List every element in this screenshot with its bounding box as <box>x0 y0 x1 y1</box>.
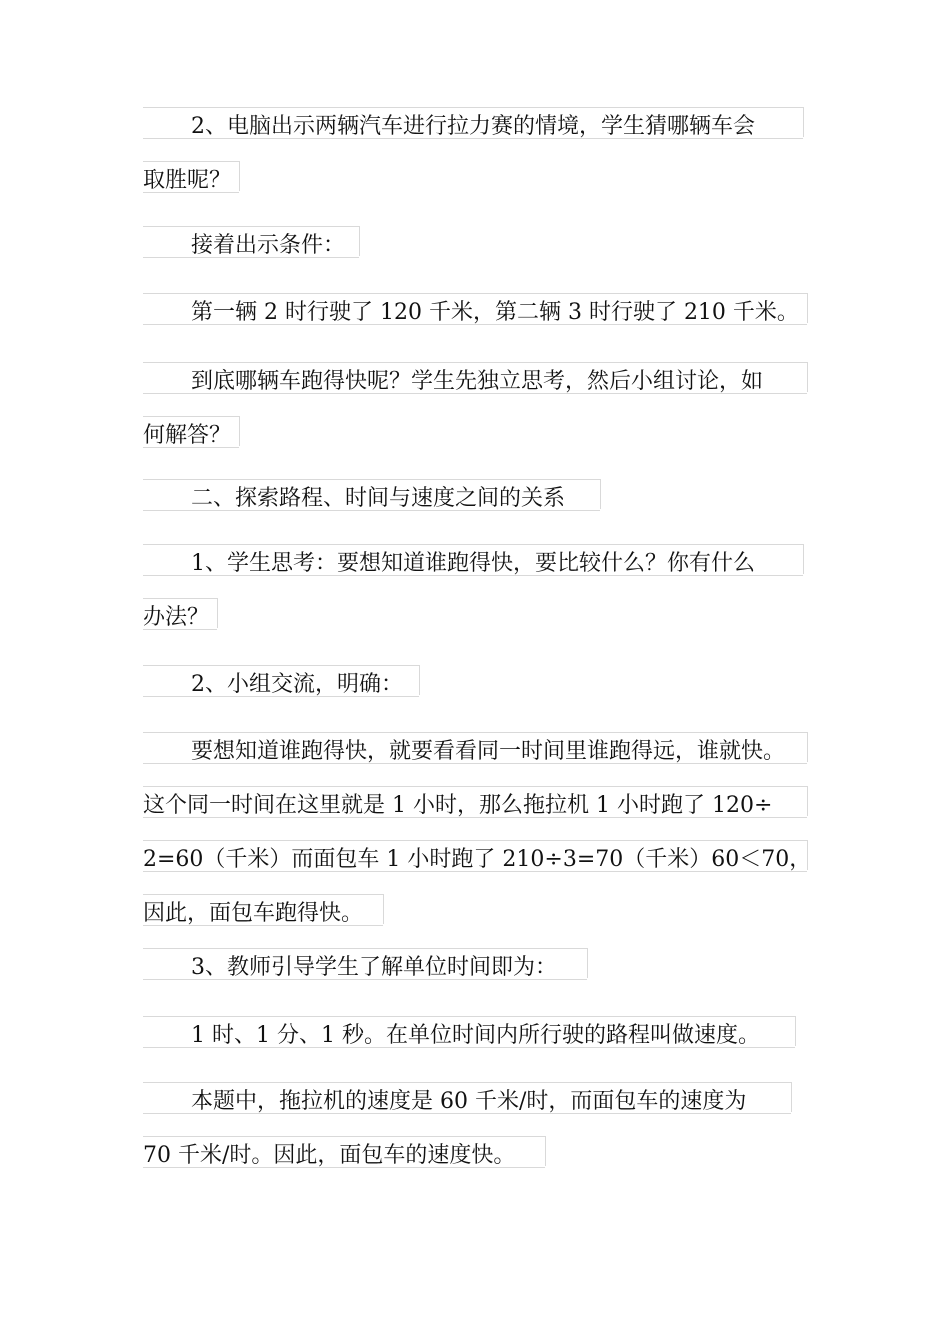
text-line: 2、小组交流，明确： <box>143 665 403 719</box>
text-line: 这个同一时间在这里就是 1 小时，那么拖拉机 1 小时跑了 120÷ <box>143 786 811 840</box>
paragraph-conditions <box>143 293 799 347</box>
text-line: 取胜呢？ <box>143 161 755 215</box>
text-line: 3、教师引导学生了解单位时间即为： <box>143 948 557 1002</box>
text-line: 何解答？ <box>143 416 763 470</box>
text-line: 本题中，拖拉机的速度是 60 千米/时，而面包车的速度为 <box>143 1082 746 1136</box>
paragraph-explanation <box>143 732 811 948</box>
paragraph-show-conditions <box>143 226 345 280</box>
paragraph-speed-definition <box>143 1016 760 1070</box>
paragraph-rally-scenario <box>143 107 755 215</box>
paragraph-conclusion <box>143 1082 746 1190</box>
text-line: 70 千米/时。因此，面包车的速度快。 <box>143 1136 746 1190</box>
text-line: 办法？ <box>143 598 755 652</box>
text-line: 接着出示条件： <box>143 226 345 280</box>
text-line: 1 时、1 分、1 秒。在单位时间内所行驶的路程叫做速度。 <box>143 1016 760 1070</box>
section-heading-explore <box>143 479 565 533</box>
text-line: 要想知道谁跑得快，就要看看同一时间里谁跑得远，谁就快。 <box>143 732 811 786</box>
paragraph-unit-time <box>143 948 557 1002</box>
text-line: 2、电脑出示两辆汽车进行拉力赛的情境，学生猜哪辆车会 <box>143 107 755 161</box>
text-line: 1、学生思考：要想知道谁跑得快，要比较什么？你有什么 <box>143 544 755 598</box>
paragraph-group-exchange <box>143 665 403 719</box>
text-line: 2=60（千米）而面包车 1 小时跑了 210÷3=70（千米）60＜70， <box>143 840 811 894</box>
text-line: 二、探索路程、时间与速度之间的关系 <box>143 479 565 533</box>
paragraph-question <box>143 362 763 470</box>
paragraph-student-thinking <box>143 544 755 652</box>
text-line: 到底哪辆车跑得快呢？学生先独立思考，然后小组讨论，如 <box>143 362 763 416</box>
text-line: 第一辆 2 时行驶了 120 千米，第二辆 3 时行驶了 210 千米。 <box>143 293 799 347</box>
text-line: 因此，面包车跑得快。 <box>143 894 811 948</box>
